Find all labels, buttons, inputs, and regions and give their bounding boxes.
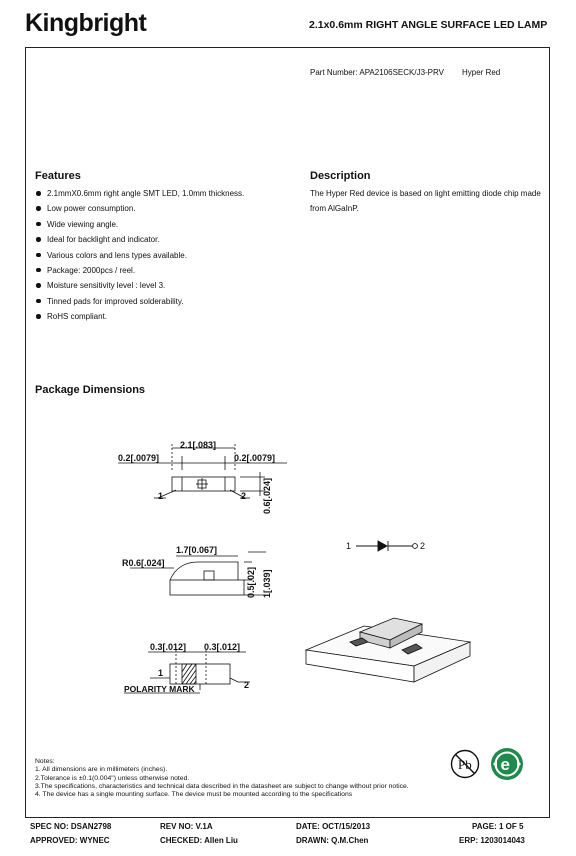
pb-label: Pb	[458, 757, 472, 772]
emitted-color: Hyper Red	[462, 68, 501, 77]
page-frame	[25, 47, 550, 818]
pb-free-icon	[449, 748, 481, 780]
package-heading: Package Dimensions	[35, 384, 146, 396]
bottom-pin-1-label: 1	[158, 668, 164, 678]
polarity-mark-label: POLARITY MARK	[124, 684, 195, 694]
features-list	[35, 186, 244, 325]
description-heading: Description	[310, 170, 371, 182]
features-heading: Features	[35, 170, 81, 182]
rohs-label: e	[500, 755, 510, 774]
dim-left-pad: 0.2[.0079]	[118, 453, 160, 463]
feature-item: Tinned pads for improved solderability.	[35, 294, 244, 309]
footer-drawn: DRAWN: Q.M.Chen	[296, 836, 369, 845]
footer-date: DATE: OCT/15/2013	[296, 822, 371, 831]
symbol-pin-2: 2	[420, 541, 426, 551]
note-line: 3.The specifications, characteristics and technical data described in the datasheet are subject to change without prior notice.	[35, 782, 409, 790]
feature-item: Various colors and lens types available.	[35, 248, 244, 263]
pin-2-label: 2	[241, 491, 247, 501]
diode-symbol	[344, 538, 434, 554]
feature-item: Moisture sensitivity level : level 3.	[35, 278, 244, 293]
symbol-pin-1: 1	[346, 541, 352, 551]
footer-page: PAGE: 1 OF 5	[472, 822, 524, 831]
dim-total-height: 1[.039]	[262, 569, 272, 598]
dim-right-pad: 0.2[.0079]	[234, 453, 276, 463]
description-text: The Hyper Red device is based on light emitting diode chip made from AlGaInP.	[310, 189, 541, 213]
footer-approved: APPROVED: WYNEC	[30, 836, 110, 845]
note-line: 4. The device has a single mounting surface. The device must be mounted according to the specifications	[35, 791, 353, 799]
bottom-view-drawing	[120, 636, 270, 698]
document-title: 2.1x0.6mm RIGHT ANGLE SURFACE LED LAMP	[309, 19, 548, 31]
part-number: Part Number: APA2106SECK/J3-PRV	[310, 68, 444, 77]
side-view-drawing	[120, 540, 280, 600]
part-number-line	[310, 68, 500, 77]
feature-item: Low power consumption.	[35, 201, 244, 216]
footer-checked: CHECKED: Allen Liu	[160, 836, 238, 845]
dim-pad-a: 0.3[.012]	[150, 642, 187, 652]
note-line: 1. All dimensions are in millimeters (inches).	[35, 766, 168, 774]
dim-height: 0.6[.024]	[262, 477, 272, 514]
dim-radius: R0.6[.024]	[122, 558, 165, 568]
footer-erp: ERP: 1203014043	[459, 836, 525, 845]
dim-pad-b: 0.3[.012]	[204, 642, 241, 652]
pin-1-label: 1	[158, 491, 164, 501]
rohs-e-icon	[489, 746, 525, 782]
notes-block	[35, 758, 409, 799]
top-view-drawing	[110, 436, 310, 516]
company-logo: Kingbright	[25, 9, 147, 37]
feature-item: Package: 2000pcs / reel.	[35, 263, 244, 278]
notes-title: Notes:	[35, 758, 55, 765]
footer-spec-no: SPEC NO: DSAN2798	[30, 822, 112, 831]
dim-top-width: 2.1[.083]	[180, 440, 217, 450]
note-line: 2.Tolerance is ±0.1(0.004") unless otherwise noted.	[35, 774, 190, 782]
feature-item: 2.1mmX0.6mm right angle SMT LED, 1.0mm thickness.	[35, 186, 244, 201]
footer-rev-no: REV NO: V.1A	[160, 822, 213, 831]
feature-item: RoHS compliant.	[35, 309, 244, 324]
dim-body-height: 0.5[.02]	[246, 566, 256, 598]
led-3d-illustration	[304, 612, 474, 684]
dim-side-length: 1.7[0.067]	[176, 545, 218, 555]
feature-item: Wide viewing angle.	[35, 217, 244, 232]
bottom-pin-2-label: 2	[244, 680, 250, 690]
feature-item: Ideal for backlight and indicator.	[35, 232, 244, 247]
